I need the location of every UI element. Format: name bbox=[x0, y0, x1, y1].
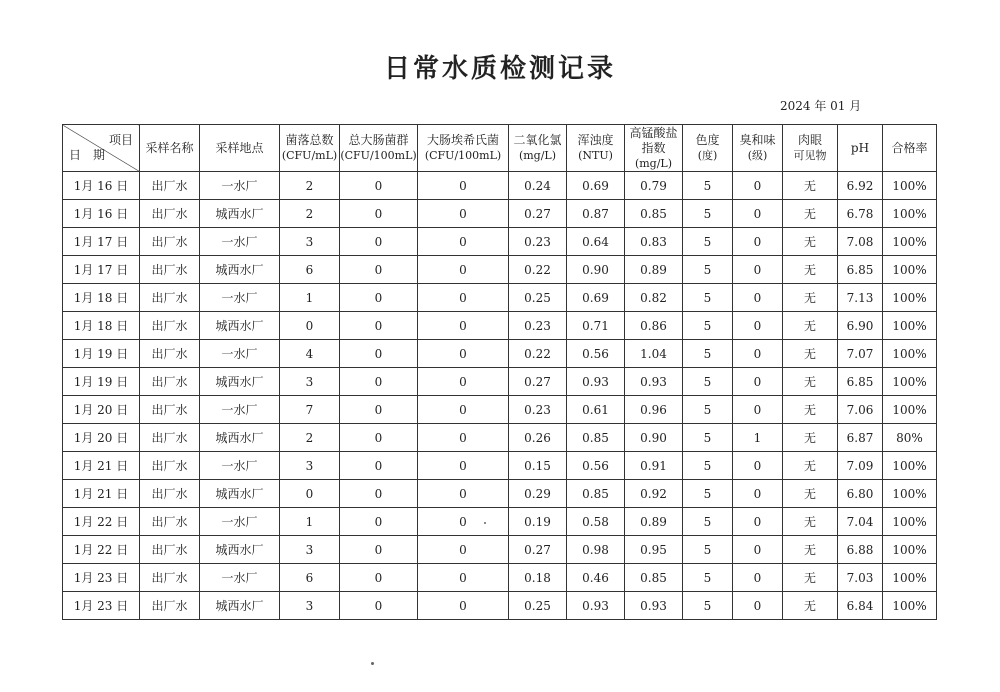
cell-bacteria: 3 bbox=[280, 228, 340, 256]
cell-coliform: 0 bbox=[340, 172, 418, 200]
cell-turbidity: 0.93 bbox=[567, 592, 625, 620]
cell-turbidity: 0.87 bbox=[567, 200, 625, 228]
cell-rate: 100% bbox=[883, 228, 937, 256]
cell-date: 1月 20 日 bbox=[63, 396, 140, 424]
cell-coliform: 0 bbox=[340, 424, 418, 452]
column-header-line2: (CFU/100mL) bbox=[424, 149, 502, 162]
scan-speck bbox=[371, 662, 374, 665]
column-header-line1: 高锰酸盐指数 bbox=[629, 125, 678, 155]
cell-coliform: 0 bbox=[340, 452, 418, 480]
cell-clo2: 0.23 bbox=[509, 312, 567, 340]
cell-site: 一水厂 bbox=[200, 340, 280, 368]
cell-rate: 100% bbox=[883, 564, 937, 592]
cell-ecoli: 0 bbox=[418, 172, 509, 200]
cell-ecoli: 0 bbox=[418, 424, 509, 452]
column-header-line2: (mg/L) bbox=[518, 149, 557, 162]
cell-ecoli: 0 bbox=[418, 284, 509, 312]
cell-odor: 0 bbox=[733, 368, 783, 396]
cell-odor: 0 bbox=[733, 312, 783, 340]
column-header-line1: 二氧化氯 bbox=[513, 133, 562, 147]
cell-color: 5 bbox=[683, 172, 733, 200]
column-header bbox=[683, 125, 733, 172]
diagonal-header-cell bbox=[63, 125, 140, 172]
column-header-line2: (CFU/mL) bbox=[281, 149, 338, 162]
cell-date: 1月 16 日 bbox=[63, 172, 140, 200]
cell-permanganate: 0.92 bbox=[625, 480, 683, 508]
cell-ph: 7.06 bbox=[838, 396, 883, 424]
cell-coliform: 0 bbox=[340, 480, 418, 508]
cell-visible: 无 bbox=[783, 536, 838, 564]
cell-ph: 6.85 bbox=[838, 368, 883, 396]
column-header-line1: 总大肠菌群 bbox=[348, 133, 409, 147]
cell-rate: 100% bbox=[883, 508, 937, 536]
cell-ph: 6.80 bbox=[838, 480, 883, 508]
cell-name: 出厂水 bbox=[140, 340, 200, 368]
cell-permanganate: 0.93 bbox=[625, 592, 683, 620]
cell-coliform: 0 bbox=[340, 200, 418, 228]
cell-site: 一水厂 bbox=[200, 228, 280, 256]
cell-ph: 7.13 bbox=[838, 284, 883, 312]
cell-visible: 无 bbox=[783, 284, 838, 312]
cell-site: 城西水厂 bbox=[200, 368, 280, 396]
cell-visible: 无 bbox=[783, 256, 838, 284]
cell-rate: 100% bbox=[883, 396, 937, 424]
cell-ph: 7.08 bbox=[838, 228, 883, 256]
cell-name: 出厂水 bbox=[140, 564, 200, 592]
cell-permanganate: 0.95 bbox=[625, 536, 683, 564]
cell-coliform: 0 bbox=[340, 284, 418, 312]
cell-ecoli: 0 bbox=[418, 256, 509, 284]
cell-clo2: 0.27 bbox=[509, 200, 567, 228]
table-row bbox=[63, 228, 937, 256]
cell-ph: 6.92 bbox=[838, 172, 883, 200]
column-header bbox=[883, 125, 937, 172]
column-header-line1: 肉眼 bbox=[797, 133, 822, 147]
cell-rate: 100% bbox=[883, 340, 937, 368]
cell-color: 5 bbox=[683, 312, 733, 340]
cell-clo2: 0.22 bbox=[509, 340, 567, 368]
column-header-line1: 浑浊度 bbox=[577, 133, 614, 147]
cell-coliform: 0 bbox=[340, 508, 418, 536]
cell-turbidity: 0.61 bbox=[567, 396, 625, 424]
cell-odor: 0 bbox=[733, 172, 783, 200]
cell-bacteria: 2 bbox=[280, 172, 340, 200]
page-title: 日常水质检测记录 bbox=[383, 54, 616, 84]
cell-bacteria: 2 bbox=[280, 424, 340, 452]
cell-date: 1月 19 日 bbox=[63, 340, 140, 368]
cell-visible: 无 bbox=[783, 480, 838, 508]
cell-date: 1月 20 日 bbox=[63, 424, 140, 452]
cell-color: 5 bbox=[683, 536, 733, 564]
cell-site: 一水厂 bbox=[200, 508, 280, 536]
cell-ecoli: 0 bbox=[418, 536, 509, 564]
cell-coliform: 0 bbox=[340, 592, 418, 620]
column-header-line1: pH bbox=[850, 140, 870, 155]
column-header bbox=[280, 125, 340, 172]
cell-odor: 0 bbox=[733, 340, 783, 368]
cell-date: 1月 21 日 bbox=[63, 452, 140, 480]
cell-color: 5 bbox=[683, 424, 733, 452]
cell-ph: 6.85 bbox=[838, 256, 883, 284]
cell-visible: 无 bbox=[783, 340, 838, 368]
cell-coliform: 0 bbox=[340, 536, 418, 564]
water-quality-table bbox=[62, 124, 937, 620]
cell-coliform: 0 bbox=[340, 564, 418, 592]
column-header bbox=[140, 125, 200, 172]
cell-odor: 0 bbox=[733, 396, 783, 424]
cell-name: 出厂水 bbox=[140, 592, 200, 620]
cell-site: 一水厂 bbox=[200, 172, 280, 200]
cell-turbidity: 0.56 bbox=[567, 340, 625, 368]
cell-turbidity: 0.46 bbox=[567, 564, 625, 592]
cell-bacteria: 1 bbox=[280, 284, 340, 312]
cell-date: 1月 17 日 bbox=[63, 228, 140, 256]
cell-ph: 6.87 bbox=[838, 424, 883, 452]
cell-turbidity: 0.64 bbox=[567, 228, 625, 256]
cell-permanganate: 1.04 bbox=[625, 340, 683, 368]
cell-color: 5 bbox=[683, 452, 733, 480]
cell-permanganate: 0.96 bbox=[625, 396, 683, 424]
cell-turbidity: 0.85 bbox=[567, 424, 625, 452]
table-row bbox=[63, 340, 937, 368]
cell-ecoli: 0 bbox=[418, 452, 509, 480]
cell-permanganate: 0.90 bbox=[625, 424, 683, 452]
cell-turbidity: 0.85 bbox=[567, 480, 625, 508]
cell-site: 一水厂 bbox=[200, 452, 280, 480]
cell-ecoli: 0 bbox=[418, 228, 509, 256]
cell-name: 出厂水 bbox=[140, 396, 200, 424]
cell-rate: 100% bbox=[883, 480, 937, 508]
cell-permanganate: 0.83 bbox=[625, 228, 683, 256]
cell-rate: 100% bbox=[883, 312, 937, 340]
cell-name: 出厂水 bbox=[140, 172, 200, 200]
cell-name: 出厂水 bbox=[140, 228, 200, 256]
cell-color: 5 bbox=[683, 592, 733, 620]
column-header-line1: 采样名称 bbox=[145, 140, 194, 155]
cell-rate: 80% bbox=[883, 424, 937, 452]
cell-odor: 0 bbox=[733, 256, 783, 284]
cell-turbidity: 0.98 bbox=[567, 536, 625, 564]
cell-rate: 100% bbox=[883, 536, 937, 564]
cell-permanganate: 0.85 bbox=[625, 564, 683, 592]
cell-name: 出厂水 bbox=[140, 480, 200, 508]
cell-ph: 6.90 bbox=[838, 312, 883, 340]
cell-color: 5 bbox=[683, 284, 733, 312]
cell-site: 城西水厂 bbox=[200, 256, 280, 284]
table-row bbox=[63, 396, 937, 424]
table-row bbox=[63, 480, 937, 508]
cell-clo2: 0.15 bbox=[509, 452, 567, 480]
cell-bacteria: 4 bbox=[280, 340, 340, 368]
cell-site: 一水厂 bbox=[200, 284, 280, 312]
table-row bbox=[63, 452, 937, 480]
cell-rate: 100% bbox=[883, 592, 937, 620]
cell-permanganate: 0.86 bbox=[625, 312, 683, 340]
cell-odor: 0 bbox=[733, 508, 783, 536]
cell-turbidity: 0.56 bbox=[567, 452, 625, 480]
cell-color: 5 bbox=[683, 340, 733, 368]
cell-ecoli: 0 bbox=[418, 508, 509, 536]
cell-name: 出厂水 bbox=[140, 452, 200, 480]
cell-ecoli: 0 bbox=[418, 592, 509, 620]
cell-ph: 7.03 bbox=[838, 564, 883, 592]
cell-date: 1月 16 日 bbox=[63, 200, 140, 228]
column-header bbox=[509, 125, 567, 172]
column-header bbox=[340, 125, 418, 172]
cell-permanganate: 0.93 bbox=[625, 368, 683, 396]
cell-rate: 100% bbox=[883, 284, 937, 312]
cell-site: 城西水厂 bbox=[200, 424, 280, 452]
cell-color: 5 bbox=[683, 480, 733, 508]
corner-label-item: 项目 bbox=[108, 133, 133, 147]
cell-ph: 7.07 bbox=[838, 340, 883, 368]
cell-visible: 无 bbox=[783, 508, 838, 536]
cell-coliform: 0 bbox=[340, 228, 418, 256]
table-row bbox=[63, 368, 937, 396]
cell-site: 城西水厂 bbox=[200, 200, 280, 228]
corner-label-date: 日 期 bbox=[69, 148, 106, 162]
column-header bbox=[625, 125, 683, 172]
cell-bacteria: 2 bbox=[280, 200, 340, 228]
cell-color: 5 bbox=[683, 564, 733, 592]
cell-coliform: 0 bbox=[340, 396, 418, 424]
cell-coliform: 0 bbox=[340, 340, 418, 368]
column-header bbox=[733, 125, 783, 172]
cell-permanganate: 0.89 bbox=[625, 508, 683, 536]
cell-rate: 100% bbox=[883, 256, 937, 284]
cell-odor: 0 bbox=[733, 480, 783, 508]
cell-name: 出厂水 bbox=[140, 200, 200, 228]
cell-permanganate: 0.82 bbox=[625, 284, 683, 312]
cell-turbidity: 0.71 bbox=[567, 312, 625, 340]
cell-clo2: 0.25 bbox=[509, 284, 567, 312]
cell-name: 出厂水 bbox=[140, 368, 200, 396]
cell-turbidity: 0.69 bbox=[567, 172, 625, 200]
cell-clo2: 0.19 bbox=[509, 508, 567, 536]
cell-ecoli: 0 bbox=[418, 312, 509, 340]
cell-permanganate: 0.91 bbox=[625, 452, 683, 480]
cell-date: 1月 21 日 bbox=[63, 480, 140, 508]
cell-clo2: 0.23 bbox=[509, 396, 567, 424]
cell-bacteria: 3 bbox=[280, 536, 340, 564]
cell-clo2: 0.18 bbox=[509, 564, 567, 592]
cell-visible: 无 bbox=[783, 564, 838, 592]
cell-visible: 无 bbox=[783, 452, 838, 480]
cell-ecoli: 0 bbox=[418, 200, 509, 228]
cell-turbidity: 0.90 bbox=[567, 256, 625, 284]
cell-color: 5 bbox=[683, 396, 733, 424]
cell-coliform: 0 bbox=[340, 256, 418, 284]
cell-site: 城西水厂 bbox=[200, 312, 280, 340]
cell-date: 1月 23 日 bbox=[63, 592, 140, 620]
cell-ph: 7.09 bbox=[838, 452, 883, 480]
table-row bbox=[63, 256, 937, 284]
cell-coliform: 0 bbox=[340, 312, 418, 340]
header-row bbox=[63, 125, 937, 172]
cell-date: 1月 18 日 bbox=[63, 284, 140, 312]
cell-color: 5 bbox=[683, 228, 733, 256]
record-month: 2024 年 01 月 bbox=[780, 99, 862, 113]
cell-visible: 无 bbox=[783, 424, 838, 452]
cell-name: 出厂水 bbox=[140, 536, 200, 564]
cell-site: 一水厂 bbox=[200, 564, 280, 592]
cell-date: 1月 23 日 bbox=[63, 564, 140, 592]
table-row bbox=[63, 424, 937, 452]
cell-name: 出厂水 bbox=[140, 508, 200, 536]
column-header-line1: 臭和味 bbox=[739, 133, 776, 147]
cell-name: 出厂水 bbox=[140, 284, 200, 312]
cell-ph: 7.04 bbox=[838, 508, 883, 536]
cell-name: 出厂水 bbox=[140, 256, 200, 284]
cell-bacteria: 0 bbox=[280, 312, 340, 340]
cell-odor: 0 bbox=[733, 592, 783, 620]
column-header-line1: 合格率 bbox=[891, 140, 928, 155]
cell-ecoli: 0 bbox=[418, 480, 509, 508]
cell-visible: 无 bbox=[783, 312, 838, 340]
cell-visible: 无 bbox=[783, 592, 838, 620]
column-header bbox=[783, 125, 838, 172]
cell-site: 城西水厂 bbox=[200, 592, 280, 620]
table-row bbox=[63, 536, 937, 564]
cell-bacteria: 7 bbox=[280, 396, 340, 424]
cell-date: 1月 22 日 bbox=[63, 536, 140, 564]
cell-bacteria: 3 bbox=[280, 592, 340, 620]
cell-permanganate: 0.89 bbox=[625, 256, 683, 284]
column-header bbox=[200, 125, 280, 172]
cell-rate: 100% bbox=[883, 368, 937, 396]
cell-date: 1月 18 日 bbox=[63, 312, 140, 340]
table-row bbox=[63, 592, 937, 620]
cell-name: 出厂水 bbox=[140, 312, 200, 340]
column-header bbox=[838, 125, 883, 172]
table-row bbox=[63, 564, 937, 592]
cell-visible: 无 bbox=[783, 200, 838, 228]
column-header-line2: (NTU) bbox=[578, 149, 613, 162]
cell-date: 1月 17 日 bbox=[63, 256, 140, 284]
cell-rate: 100% bbox=[883, 172, 937, 200]
cell-color: 5 bbox=[683, 200, 733, 228]
cell-odor: 0 bbox=[733, 536, 783, 564]
cell-ph: 6.88 bbox=[838, 536, 883, 564]
table-row bbox=[63, 172, 937, 200]
scan-speck bbox=[484, 522, 486, 524]
cell-rate: 100% bbox=[883, 200, 937, 228]
cell-bacteria: 3 bbox=[280, 368, 340, 396]
column-header-line2: (级) bbox=[747, 149, 768, 162]
cell-visible: 无 bbox=[783, 396, 838, 424]
cell-site: 城西水厂 bbox=[200, 480, 280, 508]
cell-date: 1月 22 日 bbox=[63, 508, 140, 536]
cell-ph: 6.84 bbox=[838, 592, 883, 620]
cell-clo2: 0.23 bbox=[509, 228, 567, 256]
column-header-line2: (度) bbox=[697, 149, 718, 162]
cell-visible: 无 bbox=[783, 368, 838, 396]
cell-turbidity: 0.58 bbox=[567, 508, 625, 536]
column-header-line2: (mg/L) bbox=[634, 156, 673, 170]
cell-bacteria: 3 bbox=[280, 452, 340, 480]
cell-odor: 0 bbox=[733, 228, 783, 256]
column-header-line1: 色度 bbox=[695, 133, 720, 147]
column-header-line1: 采样地点 bbox=[215, 140, 264, 155]
cell-odor: 0 bbox=[733, 564, 783, 592]
column-header bbox=[418, 125, 509, 172]
cell-color: 5 bbox=[683, 368, 733, 396]
cell-ecoli: 0 bbox=[418, 340, 509, 368]
column-header-line2: 可见物 bbox=[793, 149, 827, 162]
cell-site: 城西水厂 bbox=[200, 536, 280, 564]
cell-turbidity: 0.93 bbox=[567, 368, 625, 396]
table-row bbox=[63, 508, 937, 536]
column-header-line1: 大肠埃希氏菌 bbox=[426, 133, 499, 147]
cell-clo2: 0.22 bbox=[509, 256, 567, 284]
cell-clo2: 0.27 bbox=[509, 536, 567, 564]
table-row bbox=[63, 312, 937, 340]
cell-ecoli: 0 bbox=[418, 564, 509, 592]
cell-rate: 100% bbox=[883, 452, 937, 480]
cell-date: 1月 19 日 bbox=[63, 368, 140, 396]
cell-visible: 无 bbox=[783, 172, 838, 200]
column-header bbox=[567, 125, 625, 172]
cell-clo2: 0.24 bbox=[509, 172, 567, 200]
cell-bacteria: 6 bbox=[280, 564, 340, 592]
cell-clo2: 0.25 bbox=[509, 592, 567, 620]
cell-permanganate: 0.79 bbox=[625, 172, 683, 200]
cell-visible: 无 bbox=[783, 228, 838, 256]
cell-bacteria: 0 bbox=[280, 480, 340, 508]
table-row bbox=[63, 284, 937, 312]
cell-odor: 1 bbox=[733, 424, 783, 452]
column-header-line1: 菌落总数 bbox=[285, 133, 334, 147]
cell-site: 一水厂 bbox=[200, 396, 280, 424]
column-header-line2: (CFU/100mL) bbox=[340, 149, 417, 162]
cell-coliform: 0 bbox=[340, 368, 418, 396]
cell-odor: 0 bbox=[733, 200, 783, 228]
cell-ecoli: 0 bbox=[418, 396, 509, 424]
cell-ph: 6.78 bbox=[838, 200, 883, 228]
cell-odor: 0 bbox=[733, 452, 783, 480]
cell-odor: 0 bbox=[733, 284, 783, 312]
cell-bacteria: 1 bbox=[280, 508, 340, 536]
cell-bacteria: 6 bbox=[280, 256, 340, 284]
table-row bbox=[63, 200, 937, 228]
cell-color: 5 bbox=[683, 508, 733, 536]
cell-name: 出厂水 bbox=[140, 424, 200, 452]
cell-clo2: 0.27 bbox=[509, 368, 567, 396]
cell-clo2: 0.26 bbox=[509, 424, 567, 452]
cell-ecoli: 0 bbox=[418, 368, 509, 396]
cell-turbidity: 0.69 bbox=[567, 284, 625, 312]
cell-color: 5 bbox=[683, 256, 733, 284]
cell-permanganate: 0.85 bbox=[625, 200, 683, 228]
cell-clo2: 0.29 bbox=[509, 480, 567, 508]
